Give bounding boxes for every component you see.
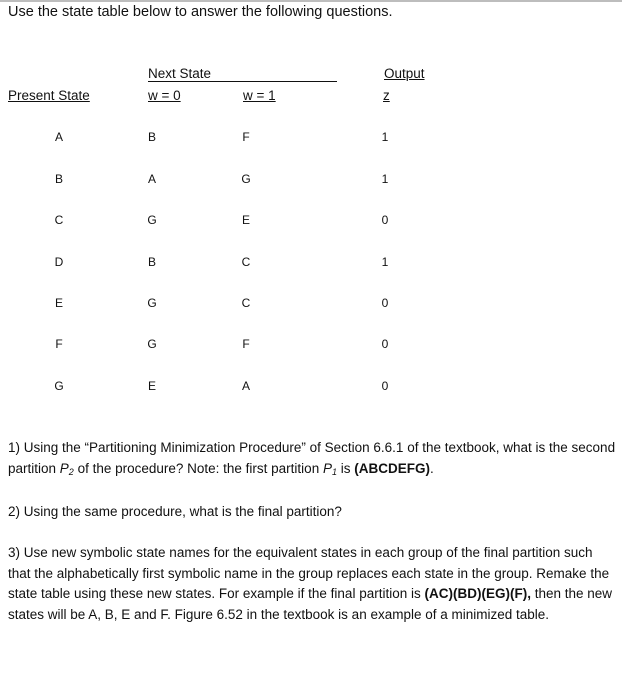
next-state-w1-cell: G: [241, 172, 251, 186]
question-2: 2) Using the same procedure, what is the final partition?: [8, 504, 342, 519]
question-1-text-b: of the procedure? Note: the first partition: [73, 460, 323, 476]
question-1-text-c: is: [336, 460, 355, 476]
present-state-cell: E: [54, 296, 63, 310]
next-state-w1-cell: A: [241, 379, 250, 393]
output-z-cell: 1: [381, 172, 389, 186]
present-state-cell: D: [54, 255, 64, 269]
instructions: Use the state table below to answer the following questions.: [8, 4, 393, 20]
header-present-state: Present State: [8, 88, 90, 103]
header-w0: w = 0: [148, 88, 181, 103]
question-3-text-b: then the new states will be A, B, E and F. Figure 6.52 in the textbook is an example of a minimized table.: [8, 586, 613, 622]
question-3: [8, 543, 618, 625]
header-output: Output: [384, 66, 425, 81]
output-z-cell: 1: [381, 255, 389, 269]
next-state-w0-cell: A: [147, 172, 156, 186]
next-state-w1-cell: E: [241, 213, 250, 227]
output-z-cell: 0: [381, 337, 389, 351]
header-w1: w = 1: [243, 88, 276, 103]
next-state-rule: [148, 81, 337, 82]
present-state-cell: G: [54, 379, 64, 393]
next-state-w1-cell: F: [242, 337, 250, 351]
header-next-state: Next State: [148, 66, 212, 81]
present-state-cell: F: [55, 337, 63, 351]
question-1: [8, 438, 618, 482]
next-state-w0-cell: G: [147, 296, 157, 310]
output-z-cell: 0: [381, 296, 389, 310]
p1-symbol: $P_1$: [322, 460, 337, 477]
output-z-cell: 1: [381, 130, 389, 144]
question-1-text-a: 1) Using the “Partitioning Minimization Procedure” of Section 6.6.1 of the textbook, what is the second partition: [8, 440, 616, 476]
question-3-example-partition: (AC)(BD)(EG)(F),: [424, 586, 531, 601]
next-state-w0-cell: B: [147, 130, 156, 144]
present-state-cell: C: [54, 213, 64, 227]
output-z-cell: 0: [381, 213, 389, 227]
top-divider: [0, 0, 622, 2]
next-state-w1-cell: C: [241, 255, 251, 269]
next-state-w1-cell: F: [242, 130, 250, 144]
output-z-cell: 0: [381, 379, 389, 393]
next-state-w0-cell: G: [147, 337, 157, 351]
question-1-first-partition: (ABCDEFG): [354, 460, 430, 476]
p2-symbol: $P_2$: [59, 460, 74, 477]
present-state-cell: B: [54, 172, 63, 186]
next-state-w0-cell: G: [147, 213, 157, 227]
question-1-period: .: [430, 460, 434, 476]
header-z: z: [383, 88, 390, 103]
next-state-w0-cell: B: [147, 255, 156, 269]
next-state-w0-cell: E: [147, 379, 156, 393]
present-state-cell: A: [54, 130, 63, 144]
question-3-text-a: 3) Use new symbolic state names for the equivalent states in each group of the final partition such that the alphabetically first symbolic name in the group replaces each state in the group. Remake the state table using these new states. For example if the final partition is: [8, 545, 610, 601]
next-state-w1-cell: C: [241, 296, 251, 310]
